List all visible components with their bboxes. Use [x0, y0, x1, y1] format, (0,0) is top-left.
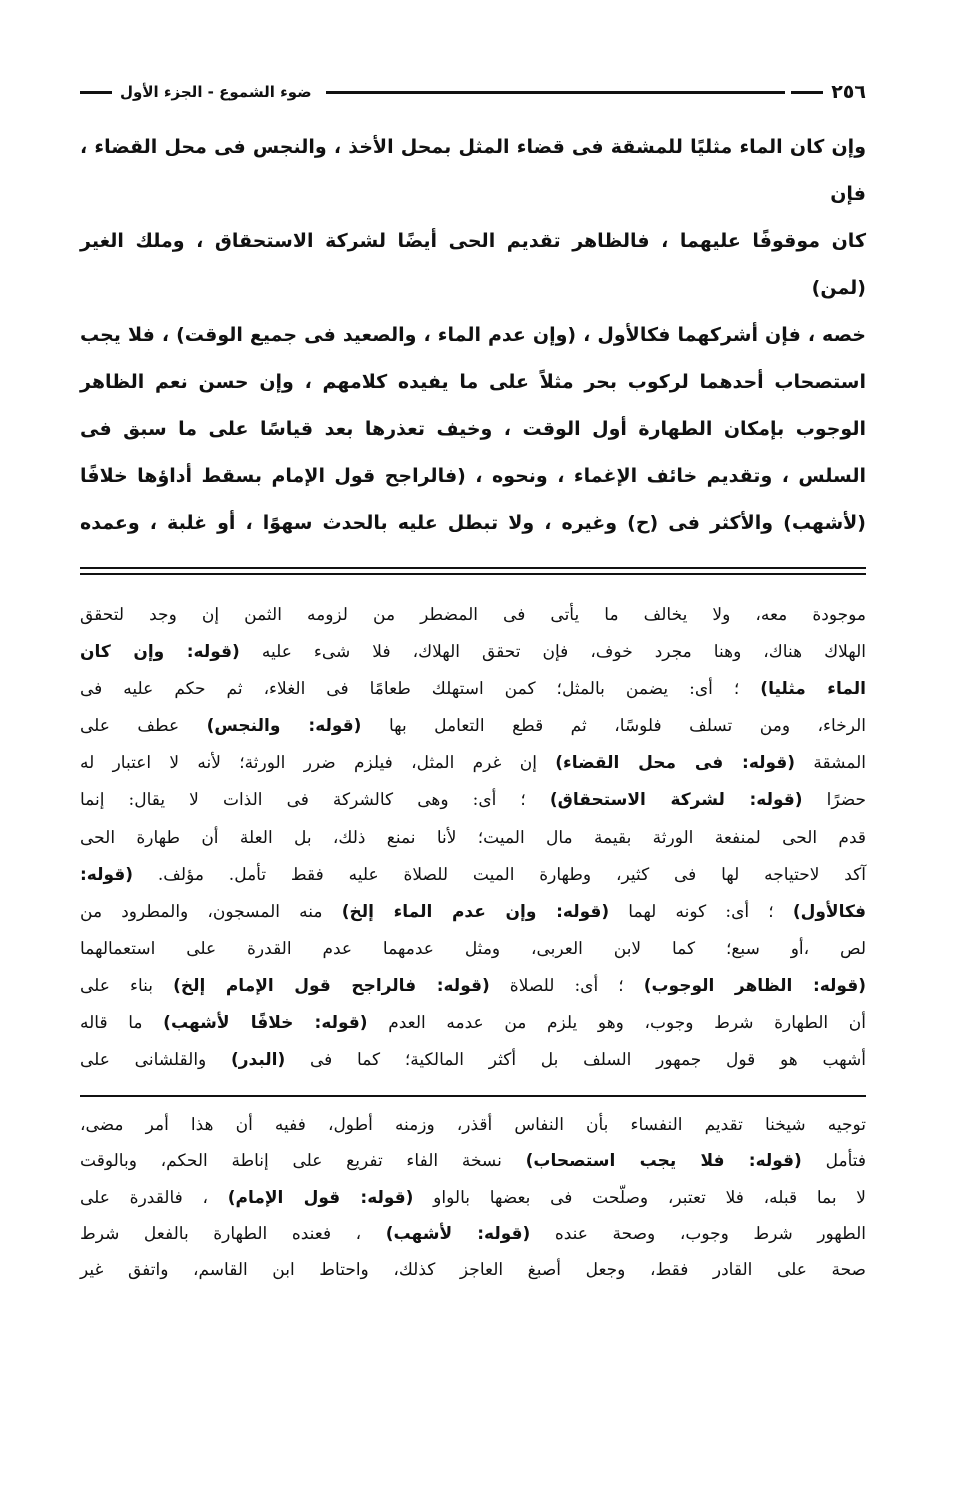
commentary-line: [80, 894, 866, 931]
quoted-lemma: (البدر): [230, 1050, 286, 1071]
main-text-line: (لأشهب) والأكثر فى (ح) وغيره ، ولا تبطل عليه بالحدث سهوًا ، أو غلبة ، وعمده: [80, 512, 866, 534]
text-run: حضرًا: [802, 790, 866, 811]
main-text-line: وإن كان الماء مثليًا للمشقة فى قضاء المثل بمحل الأخذ ، والنجس فى محل القضاء ، فإن: [80, 136, 866, 205]
footnote-line: [80, 1143, 866, 1179]
footnote-text: [80, 1107, 866, 1288]
quoted-lemma: فكالأول): [792, 901, 866, 922]
quoted-lemma: (قوله: خلافًا لأشهب): [163, 1013, 368, 1034]
running-header: [80, 70, 866, 114]
commentary-line: [80, 968, 866, 1005]
main-text: [80, 124, 866, 547]
commentary-line: [80, 1042, 866, 1079]
quoted-lemma: (قوله: قول الإمام): [227, 1187, 414, 1208]
text-run: فتأمل: [801, 1151, 867, 1172]
quoted-lemma: (قوله: لأشهب): [385, 1223, 531, 1244]
commentary-line: [80, 597, 866, 634]
footnote-line: [80, 1180, 866, 1216]
text-run: ؛ أى: للصلاة: [489, 975, 644, 996]
text-run: المشقة: [795, 753, 866, 774]
main-text-line: استصحاب أحدهما لركوب بحر مثلاً على ما يفيده كلامهم ، وإن حسن نعم الظاهر: [80, 371, 866, 393]
quoted-lemma: (قوله: فى محل القضاء): [555, 753, 796, 774]
quoted-lemma: (قوله: وإن كان: [80, 642, 240, 663]
text-run: توجيه شيخنا تقديم النفساء بأن النفاس أقذر، وزمنه أطول، ففيه أن هذا أمر مضى،: [80, 1115, 866, 1136]
main-text-line: كان موقوفًا عليهما ، فالظاهر تقديم الحى أيضًا لشركة الاستحقاق ، وملك الغير (لمن): [80, 230, 866, 299]
commentary-line: [80, 931, 866, 968]
page: [80, 70, 866, 1288]
text-run: عطف على: [80, 716, 207, 737]
text-run: ؛ أى: وهى كالشركة فى الذات لا يقال: إنما: [80, 790, 550, 811]
main-text-line: الوجوب بإمكان الطهارة أول الوقت ، وخيف تعذرها بعد قياسًا على ما سبق فى: [80, 418, 866, 440]
text-run: بناء على: [80, 975, 174, 996]
double-divider: [80, 567, 866, 575]
text-run: ، فالقدرة على: [80, 1187, 228, 1208]
commentary-line: [80, 745, 866, 782]
footnote-line: [80, 1107, 866, 1143]
text-run: أشهب هو قول جمهور السلف بل أكثر المالكية؛ كما فى: [285, 1050, 866, 1071]
commentary-text: [80, 597, 866, 1079]
text-run: لا بما قبله، فلا تعتبر، وصلّحت فى بعضها بالواو: [413, 1187, 866, 1208]
commentary-line: [80, 1005, 866, 1042]
text-run: آكد لاحتياجه لها فى كثير، وطهارة الميت للصلاة عليه فقط تأمل. مؤلف.: [133, 864, 866, 885]
quoted-lemma: (قوله: الظاهر الوجوب): [643, 975, 866, 996]
commentary-line: [80, 708, 866, 745]
text-run: ما قاله: [80, 1013, 164, 1034]
header-dash: [791, 91, 823, 94]
header-dash-end: [80, 91, 112, 94]
text-run: لص ،أو سبع؛ كما لابن العربى، ومثل عدمهما عدم القدرة على استعمالهما: [80, 938, 866, 959]
text-run: ؛ أى: كونه لهما: [609, 901, 793, 922]
text-run: الهلاك هناك، وهنا مجرد خوف، فإن تحقق الهلاك، فلا شىء عليه: [239, 642, 866, 663]
header-rule: [326, 91, 786, 94]
text-run: موجودة معه، ولا يخالف ما يأتى فى المضطر من لزومه الثمن إن وجد لتحقق: [80, 605, 866, 625]
main-text-line: خصه ، فإن أشركهما فكالأول ، (وإن عدم الماء ، والصعيد فى جميع الوقت) ، فلا يجب: [80, 324, 866, 346]
page-number: ٢٥٦: [831, 81, 866, 103]
text-run: ؛ أى: يضمن بالمثل؛ كمن استهلك طعامًا فى الغلاء، ثم حكم عليه فى: [80, 679, 761, 700]
text-run: صحة على القادر فقط، وجعل أصبغ العاجز كذلك، واحتاط ابن القاسم، واتفق غير: [80, 1260, 866, 1281]
text-run: قدم الحى لمنفعة الورثة بقيمة مال الميت؛ لأنا نمنع ذلك، بل العلة أن طهارة الحى: [80, 827, 866, 848]
quoted-lemma: (قوله: لشركة الاستحقاق): [549, 790, 803, 811]
quoted-lemma: الماء مثليا): [760, 679, 866, 700]
text-run: نسخة الفاء تفريع على إناطة الحكم، وبالوقت: [80, 1151, 526, 1172]
text-run: منه المسجون، والمطرود من: [80, 901, 342, 922]
commentary-line: [80, 634, 866, 671]
text-run: ، فعنده الطهارة بالفعل شرط: [80, 1223, 386, 1244]
commentary-line: [80, 820, 866, 857]
quoted-lemma: (قوله: فالراجح قول الإمام إلخ): [173, 975, 490, 996]
commentary-line: [80, 857, 866, 894]
text-run: الرخاء، ومن تسلف فلوسًا، ثم قطع التعامل بها: [361, 716, 866, 737]
text-run: الطهور شرط وجوب، وصحة عنده: [530, 1223, 866, 1244]
footnote-line: [80, 1252, 866, 1288]
text-run: والقلشانى على: [80, 1050, 231, 1071]
text-run: إن غرم المثل، فيلزم ضرر الورثة؛ لأنه لا اعتبار له: [80, 753, 556, 774]
running-title: ضوء الشموع - الجزء الأول: [120, 83, 312, 101]
quoted-lemma: (قوله: فلا يجب استصحاب): [525, 1151, 802, 1172]
commentary-line: [80, 782, 866, 819]
quoted-lemma: (قوله: وإن عدم الماء إلخ): [341, 901, 610, 922]
commentary-line: [80, 671, 866, 708]
footnote-line: [80, 1216, 866, 1252]
divider: [80, 1095, 866, 1097]
main-text-line: السلس ، وتقديم خائف الإغماء ، ونحوه ، (فالراجح قول الإمام بسقط أداؤها خلافًا: [80, 465, 866, 487]
quoted-lemma: (قوله: والنجس): [206, 716, 362, 737]
text-run: أن الطهارة شرط وجوب، وهو يلزم من عدمه العدم: [367, 1013, 866, 1034]
quoted-lemma: (قوله:: [80, 864, 134, 885]
